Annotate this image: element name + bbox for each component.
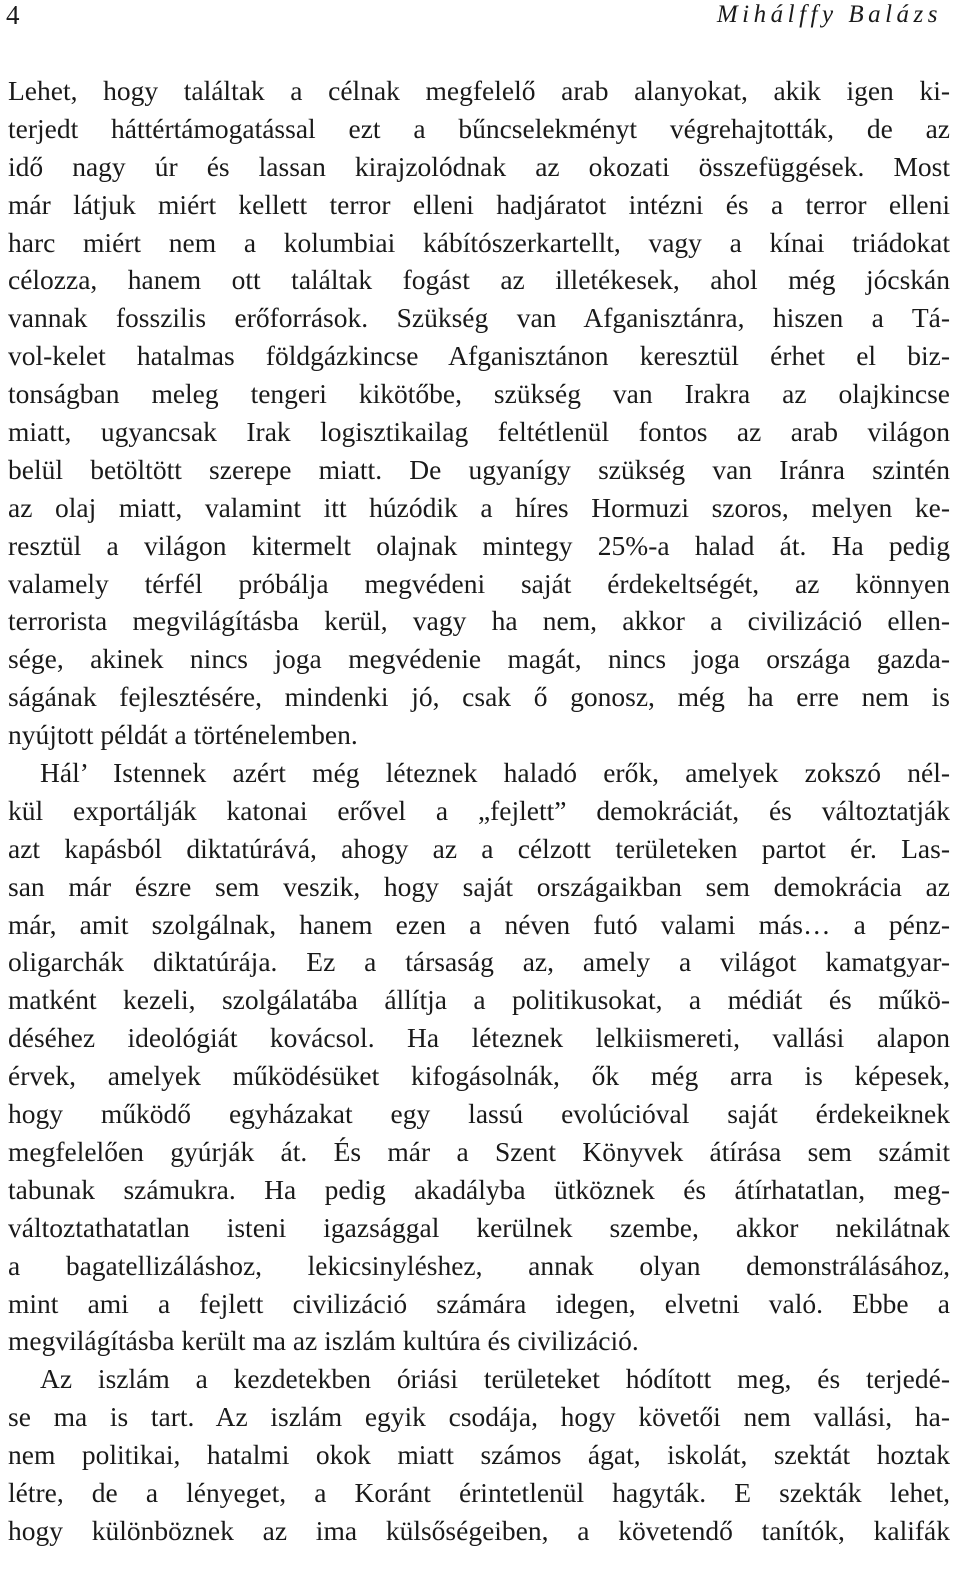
text-line: célozza, hanem ott találtak fogást az illetékesek, ahol még jócskán [8, 264, 950, 296]
text-line: a bagatellizáláshoz, lekicsinyléshez, annak olyan demonstrálásához, [8, 1249, 950, 1281]
text-line: déséhez ideológiát kovácsol. Ha léteznek lelkiismereti, vallási alapon [8, 1022, 950, 1054]
text-line: san már észre sem veszik, hogy saját országaikban sem demokrácia az [8, 870, 950, 902]
text-line: valamely térfél próbálja megvédeni saját érdekeltségét, az könnyen [8, 567, 950, 599]
text-line: se ma is tart. Az iszlám egyik csodája, hogy követői nem vallási, ha- [8, 1401, 950, 1433]
text-line: Lehet, hogy találtak a célnak megfelelő arab alanyokat, akik igen ki- [8, 75, 950, 106]
text-line: az olaj miatt, valamint itt húzódik a híres Hormuzi szoros, melyen ke- [8, 491, 950, 523]
page-number: 4 [6, 0, 20, 30]
text-line: mint ami a fejlett civilizáció számára idegen, elvetni való. Ebbe a [8, 1287, 950, 1319]
text-line: vol-kelet hatalmas földgázkincse Afganisztánon keresztül érhet el biz- [8, 340, 950, 372]
text-line: érvek, amelyek működésüket kifogásolnák, ők még arra is képesek, [8, 1060, 950, 1092]
text-line: megfelelően gyúrják át. És már a Szent Könyvek átírása sem számit [8, 1135, 950, 1167]
text-line: tabunak számukra. Ha pedig akadályba ütköznek és átírhatatlan, meg- [8, 1173, 950, 1205]
text-line: azt kapásból diktatúrává, ahogy az a célzott területeken partot ér. Las- [8, 832, 950, 864]
paragraph [8, 754, 950, 1360]
running-head-author: Mihálffy Balázs [716, 1, 942, 28]
text-line: matként kezeli, szolgálatába állítja a politikusokat, a médiát és műkö- [8, 984, 950, 1016]
text-line: hogy működő egyházakat egy lassú evolúcióval saját érdekeiknek [8, 1098, 950, 1130]
text-line: kül exportálják katonai erővel a „fejlett” demokráciát, és változtatják [8, 794, 950, 826]
text-line: nyújtott példát a történelemben. [8, 719, 358, 751]
text-line: belül betöltött szerepe miatt. De ugyanígy szükség van Iránra szintén [8, 453, 950, 485]
text-line: harc miért nem a kolumbiai kábítószerkartellt, vagy a kínai triádokat [8, 226, 950, 258]
text-line: nem politikai, hatalmi okok miatt számos ágat, iskolát, szektát hoztak [8, 1439, 950, 1471]
paragraph [8, 1360, 950, 1549]
text-line: oligarchák diktatúrája. Ez a társaság az, amely a világot kamatgyar- [8, 946, 950, 978]
text-line: hogy különböznek az ima külsőségeiben, a követendő tanítók, kalifák [8, 1514, 950, 1546]
text-line: megvilágításba került ma az iszlám kultúra és civilizáció. [8, 1325, 639, 1357]
text-line: létre, de a lényeget, a Koránt érintetlenül hagyták. E szekták lehet, [8, 1476, 950, 1508]
text-line: vannak fosszilis erőforrások. Szükség van Afganisztánra, hiszen a Tá- [8, 302, 950, 334]
text-line: resztül a világon kitermelt olajnak mintegy 25%-a halad át. Ha pedig [8, 529, 950, 561]
text-line: Az iszlám a kezdetekben óriási területeket hódított meg, és terjedé- [40, 1363, 950, 1395]
text-line: terjedt háttértámogatással ezt a bűncselekményt végrehajtották, de az [8, 112, 950, 144]
text-line: változtathatatlan isteni igazsággal kerülnek szembe, akkor nekilátnak [8, 1211, 950, 1243]
text-line: miatt, ugyancsak Irak logisztikailag feltétlenül fontos az arab világon [8, 416, 950, 448]
body-text [8, 72, 950, 1550]
paragraph [8, 72, 950, 754]
page-header [0, 0, 960, 40]
text-line: terrorista megvilágításba kerül, vagy ha nem, akkor a civilizáció ellen- [8, 605, 950, 637]
text-line: ságának fejlesztésére, mindenki jó, csak ő gonosz, még ha erre nem is [8, 681, 950, 713]
text-line: már, amit szolgálnak, hanem ezen a néven futó valami más… a pénz- [8, 908, 950, 940]
text-line: sége, akinek nincs joga megvédenie magát, nincs joga országa gazda- [8, 643, 950, 675]
text-line: Hál’ Istennek azért még léteznek haladó erők, amelyek zokszó nél- [40, 757, 950, 789]
text-line: már látjuk miért kellett terror elleni hadjáratot intézni és a terror elleni [8, 188, 950, 220]
text-line: tonságban meleg tengeri kikötőbe, szükség van Irakra az olajkincse [8, 378, 950, 410]
text-line: idő nagy úr és lassan kirajzolódnak az okozati összefüggések. Most [8, 150, 950, 182]
